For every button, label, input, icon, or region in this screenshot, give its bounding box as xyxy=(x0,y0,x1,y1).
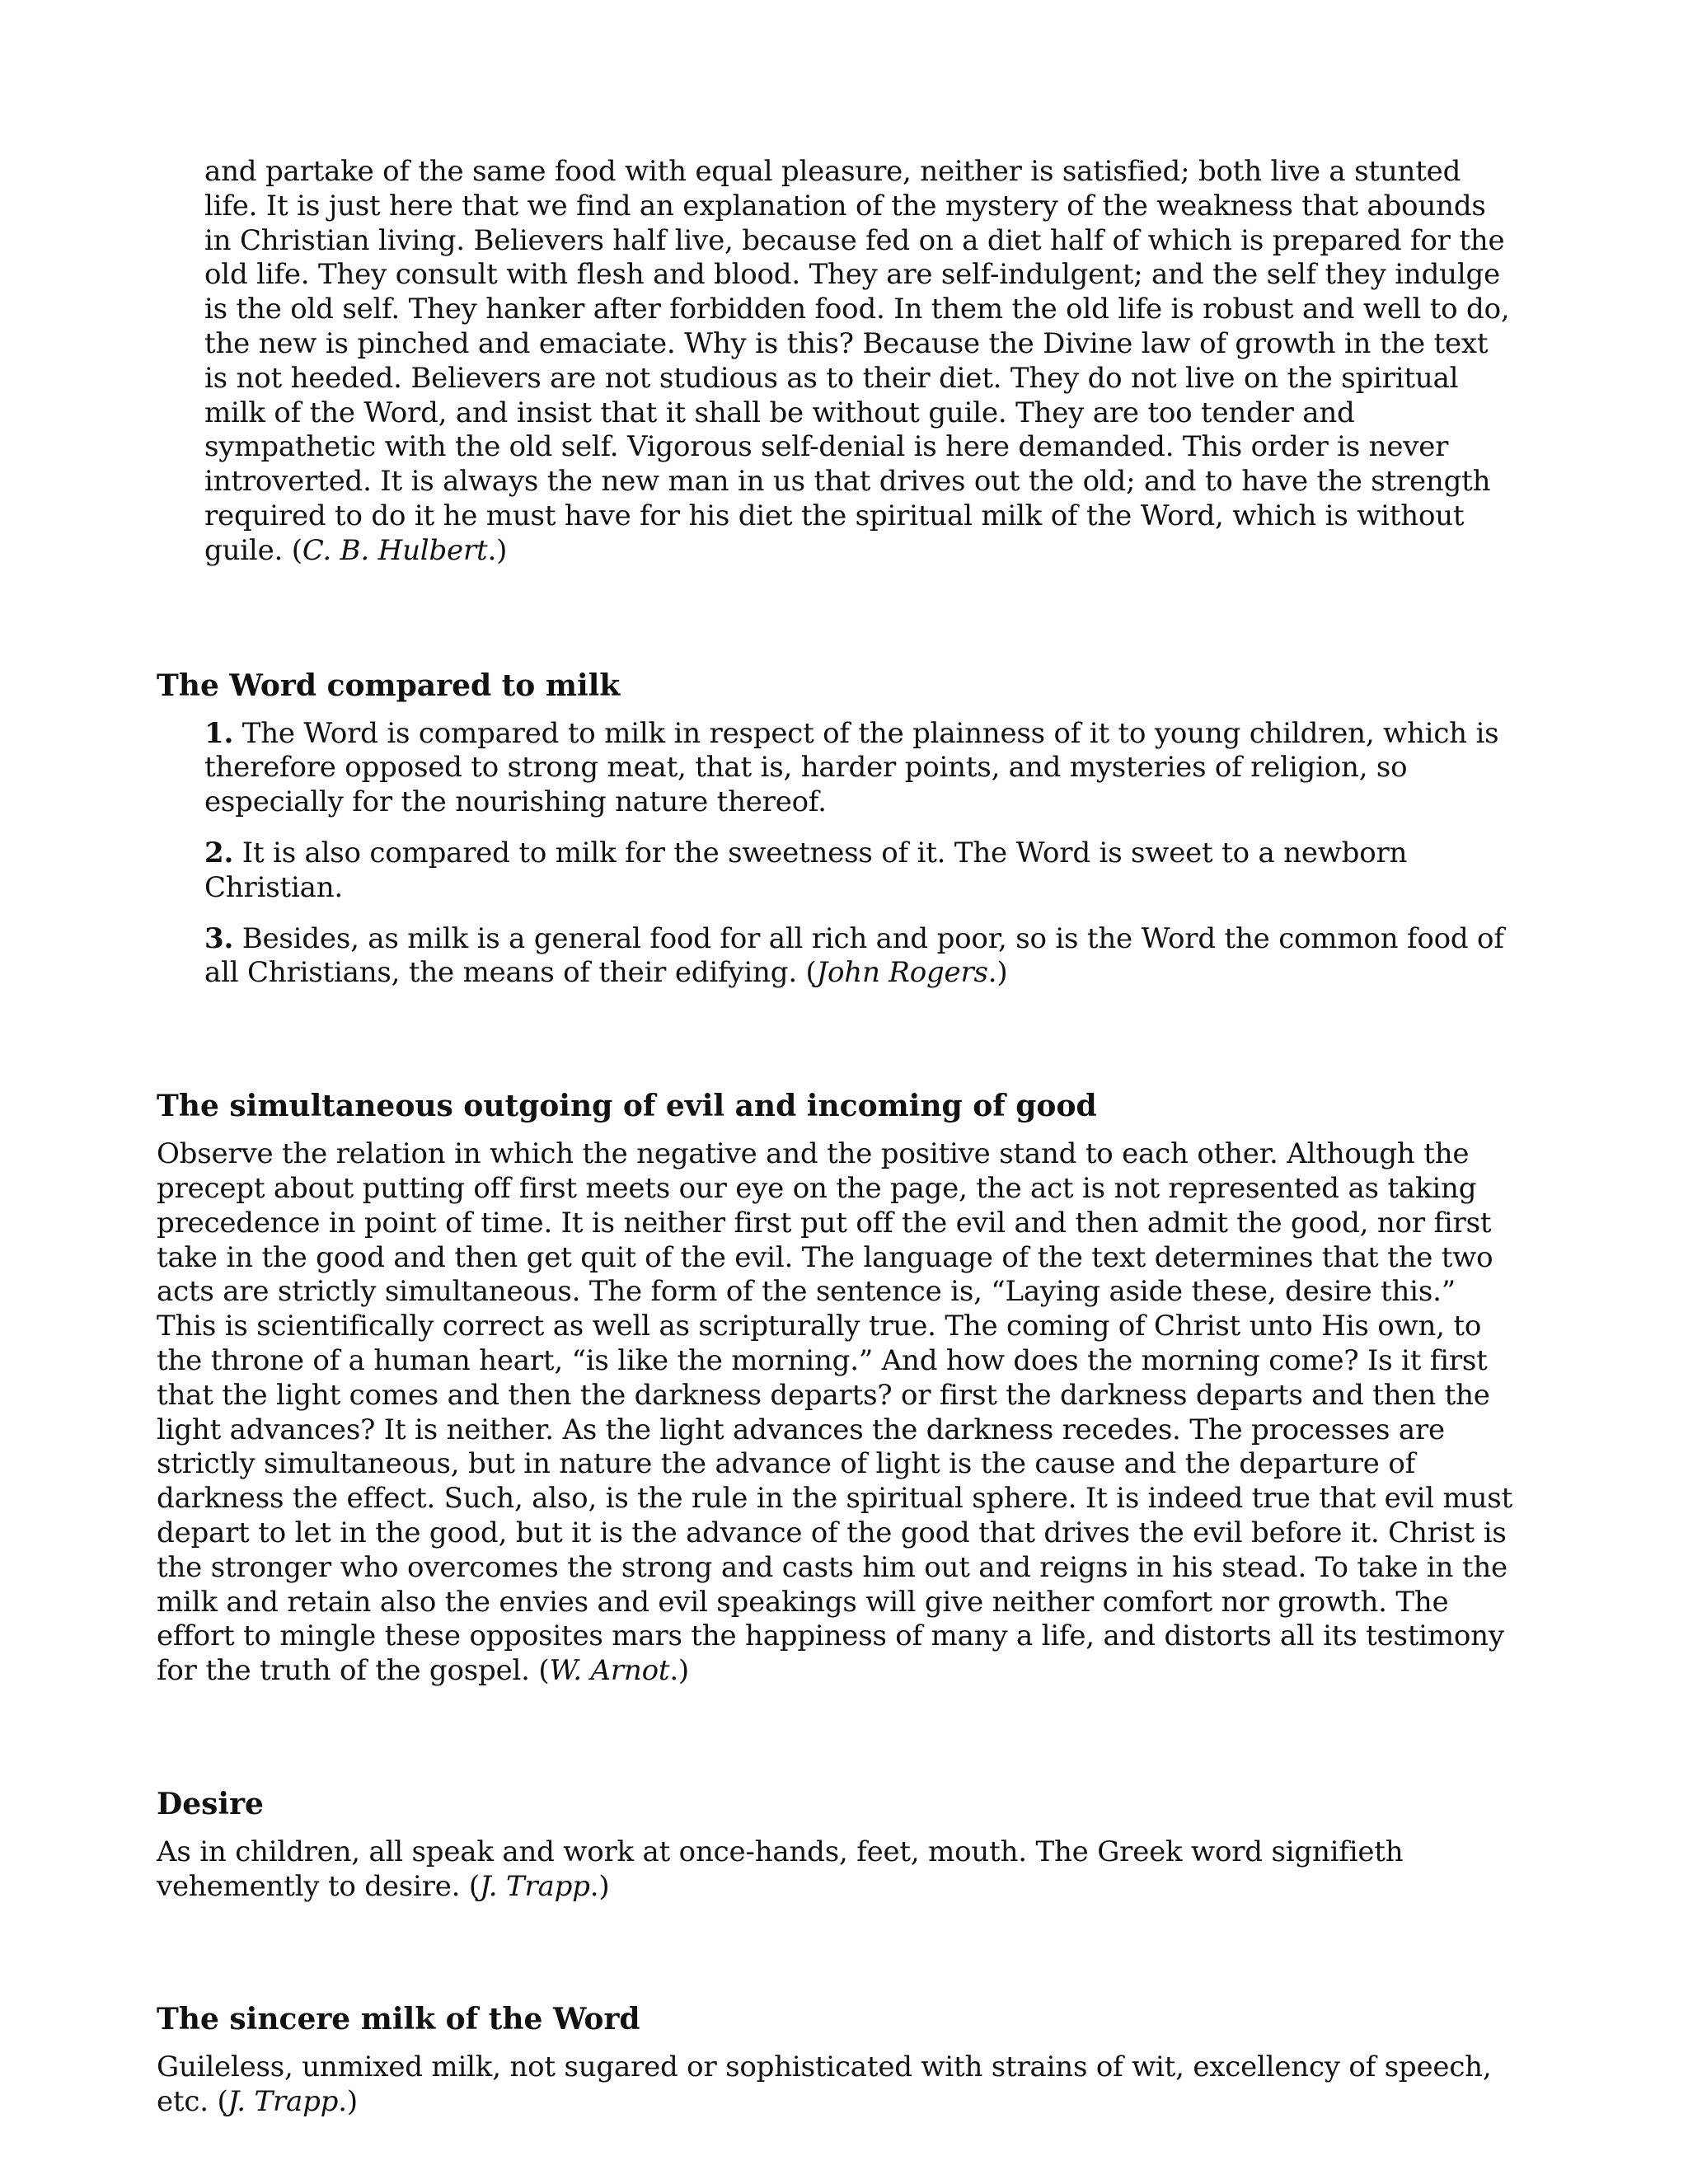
item-text: Besides, as milk is a general food for all rich and poor, so is the Word the common food of all Christians, the means of their edifying. ( xyxy=(204,921,1504,990)
item-number: 2. xyxy=(204,836,234,869)
paragraph-text: Guileless, unmixed milk, not sugared or sophisticated with strains of wit, excellency of speech, etc. ( xyxy=(157,2050,1492,2119)
section-heading-sincere-milk: The sincere milk of the Word xyxy=(157,2002,640,2037)
paragraph-text: As in children, all speak and work at once-hands, feet, mouth. The Greek word signifieth vehemently to desire. ( xyxy=(157,1835,1404,1903)
item-number: 1. xyxy=(204,716,234,750)
numbered-item-2 xyxy=(204,837,1515,906)
paragraph-citation: J. Trapp xyxy=(227,2085,339,2119)
intro-text: and partake of the same food with equal pleasure, neither is satisfied; both live a stunted life. It is just here that we find an explanation of the mystery of the weakness that abounds in Christian living. Believers half live, because fed on a diet half of which is prepared for the old life. They consult with flesh and blood. They are self-indulgent; and the self they indulge is the old self. They hanker after forbidden food. In them the old life is robust and well to do, the new is pinched and emaciate. Why is this? Because the Divine law of growth in the text is not heeded. Believers are not studious as to their diet. They do not live on the spiritual milk of the Word, and insist that it shall be without guile. They are too tender and sympathetic with the old self. Vigorous self-denial is here demanded. This order is never introverted. It is always the new man in us that drives out the old; and to have the strength required to do it he must have for his diet the spiritual milk of the Word, which is without guile. ( xyxy=(204,155,1510,567)
section-paragraph-desire xyxy=(157,1835,1515,1905)
section-paragraph-simultaneous xyxy=(157,1137,1515,1689)
item-citation: John Rogers xyxy=(816,956,988,990)
section-heading-simultaneous-outgoing: The simultaneous outgoing of evil and incoming of good xyxy=(157,1089,1097,1124)
paragraph-citation-close: .) xyxy=(669,1654,690,1688)
section-heading-desire: Desire xyxy=(157,1786,264,1821)
intro-citation: C. B. Hulbert xyxy=(302,533,488,567)
paragraph-citation: J. Trapp xyxy=(479,1869,590,1903)
item-text: The Word is compared to milk in respect of the plainness of it to young children, which is therefore opposed to strong meat, that is, harder points, and mysteries of religion, so especially for the nourishing nature thereof. xyxy=(204,716,1499,819)
intro-citation-close: .) xyxy=(487,533,508,567)
numbered-item-1 xyxy=(204,717,1515,820)
numbered-item-3 xyxy=(204,922,1515,991)
item-citation-close: .) xyxy=(987,956,1008,990)
paragraph-citation: W. Arnot xyxy=(549,1654,670,1688)
section-paragraph-sincere-milk xyxy=(157,2050,1515,2120)
section-heading-word-compared-to-milk: The Word compared to milk xyxy=(157,668,621,703)
paragraph-citation-close: .) xyxy=(338,2085,358,2119)
paragraph-text: Observe the relation in which the negative and the positive stand to each other. Although the precept about putting off first meets our eye on the page, the act is not represented as taking precedence in point of time. It is neither first put off the evil and then admit the good, nor first take in the good and then get quit of the evil. The language of the text determines that the two acts are strictly simultaneous. The form of the sentence is, “Laying aside these, desire this.” This is scientifically correct as well as scripturally true. The coming of Christ unto His own, to the throne of a human heart, “is like the morning.” And how does the morning come? Is it first that the light comes and then the darkness departs? or first the darkness departs and then the light advances? It is neither. As the light advances the darkness recedes. The processes are strictly simultaneous, but in nature the advance of light is the cause and the departure of darkness the effect. Such, also, is the rule in the spiritual sphere. It is indeed true that evil must depart to let in the good, but it is the advance of the good that drives the evil before it. Christ is the stronger who overcomes the strong and casts him out and reigns in his stead. To take in the milk and retain also the envies and evil speakings will give neither comfort nor growth. The effort to mingle these opposites mars the happiness of many a life, and distorts all its testimony for the truth of the gospel. ( xyxy=(157,1137,1513,1688)
item-text: It is also compared to milk for the sweetness of it. The Word is sweet to a newborn Christian. xyxy=(204,836,1408,904)
paragraph-citation-close: .) xyxy=(589,1869,610,1903)
intro-paragraph xyxy=(204,155,1515,569)
item-number: 3. xyxy=(204,921,234,955)
